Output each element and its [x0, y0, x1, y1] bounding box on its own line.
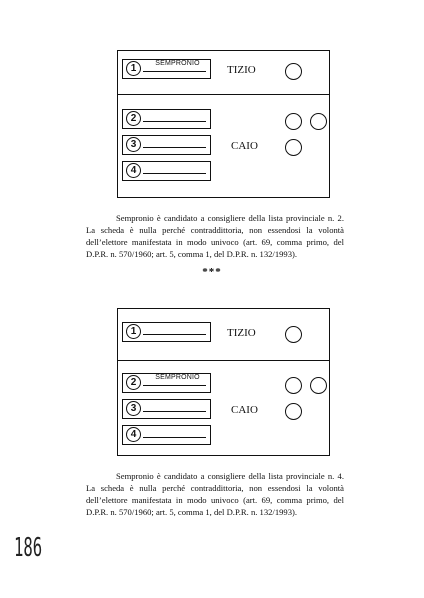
candidate-name: SEMPRONIO [155, 60, 200, 67]
list-number-2: 2 [126, 375, 141, 390]
list-number-1: 1 [126, 61, 141, 76]
candidate-line [143, 437, 206, 438]
party-symbol-circle [285, 113, 302, 130]
section-separator: *** [202, 266, 222, 278]
candidate-name: SEMPRONIO [155, 374, 200, 381]
candidate-line [143, 147, 206, 148]
caption-example-2 [86, 470, 344, 518]
candidate-line [143, 385, 206, 386]
candidate-line [143, 121, 206, 122]
list-box-2 [122, 373, 211, 393]
list-box-4 [122, 161, 211, 181]
list-number-3: 3 [126, 137, 141, 152]
list-box-1 [122, 59, 211, 79]
list-box-3 [122, 135, 211, 155]
section-divider [118, 360, 329, 361]
party-symbol-circle [285, 139, 302, 156]
list-number-1: 1 [126, 324, 141, 339]
party-symbol-circle [285, 403, 302, 420]
party-symbol-circle [310, 377, 327, 394]
party-name-tizio: TIZIO [227, 327, 256, 339]
list-number-4: 4 [126, 163, 141, 178]
caption-text: Sempronio è candidato a consigliere della lista provinciale n. 4. La scheda è nulla perché contraddittoria, non essendosi la volontà dell’elettore manifestata in modo univoco (art. 69, comma primo, del D.P.R. n. 570/1960; art. 5, comma 1, del D.P.R. n. 132/1993). [86, 471, 344, 517]
candidate-line [143, 411, 206, 412]
caption-text: Sempronio è candidato a consigliere della lista provinciale n. 2. La scheda è nulla perché contraddittoria, non essendosi la volontà dell’elettore manifestata in modo univoco (art. 69, comma primo, del D.P.R. n. 570/1960; art. 5, comma 1, del D.P.R. n. 132/1993). [86, 213, 344, 259]
party-symbol-circle [285, 377, 302, 394]
party-symbol-circle [285, 326, 302, 343]
party-name-tizio: TIZIO [227, 64, 256, 76]
party-symbol-circle [285, 63, 302, 80]
party-name-caio: CAIO [231, 140, 258, 152]
list-box-4 [122, 425, 211, 445]
list-number-2: 2 [126, 111, 141, 126]
list-number-3: 3 [126, 401, 141, 416]
list-number-4: 4 [126, 427, 141, 442]
candidate-line [143, 173, 206, 174]
ballot-example-1 [117, 50, 330, 198]
candidate-line [143, 334, 206, 335]
page-number: 186 [14, 533, 43, 563]
list-box-1 [122, 322, 211, 342]
ballot-example-2 [117, 308, 330, 456]
candidate-line [143, 71, 206, 72]
caption-example-1 [86, 212, 344, 260]
list-box-2 [122, 109, 211, 129]
party-name-caio: CAIO [231, 404, 258, 416]
party-symbol-circle [310, 113, 327, 130]
section-divider [118, 94, 329, 95]
list-box-3 [122, 399, 211, 419]
